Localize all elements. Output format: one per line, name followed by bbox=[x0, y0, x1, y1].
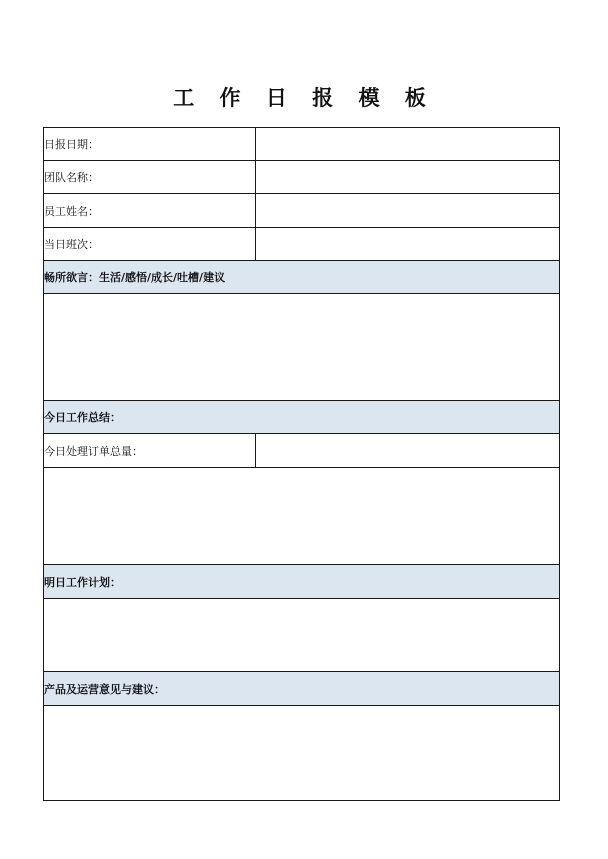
content-row-plan bbox=[44, 599, 560, 672]
field-row-team-name bbox=[44, 161, 560, 194]
summary-section-heading: 今日工作总结： bbox=[44, 401, 560, 434]
section-row-feedback bbox=[44, 672, 560, 706]
section-row-plan bbox=[44, 565, 560, 599]
summary-content-area[interactable] bbox=[44, 468, 560, 565]
report-date-label: 日报日期： bbox=[44, 128, 256, 161]
employee-name-label: 员工姓名： bbox=[44, 194, 256, 228]
content-row-feedback bbox=[44, 706, 560, 801]
feedback-section-heading: 产品及运营意见与建议： bbox=[44, 672, 560, 706]
field-row-shift bbox=[44, 228, 560, 261]
section-row-summary bbox=[44, 401, 560, 434]
orders-total-label: 今日处理订单总量： bbox=[44, 434, 256, 468]
team-name-label: 团队名称： bbox=[44, 161, 256, 194]
feelings-content-area[interactable] bbox=[44, 294, 560, 401]
feelings-section-heading: 畅所欲言：生活/感悟/成长/吐槽/建议 bbox=[44, 261, 560, 294]
employee-name-input-cell[interactable] bbox=[256, 194, 560, 228]
daily-report-form bbox=[43, 127, 560, 801]
section-row-feelings bbox=[44, 261, 560, 294]
field-row-employee-name bbox=[44, 194, 560, 228]
plan-section-heading: 明日工作计划： bbox=[44, 565, 560, 599]
page-title: 工 作 日 报 模 板 bbox=[173, 86, 435, 110]
plan-content-area[interactable] bbox=[44, 599, 560, 672]
field-row-report-date bbox=[44, 128, 560, 161]
shift-label: 当日班次： bbox=[44, 228, 256, 261]
content-row-summary bbox=[44, 468, 560, 565]
team-name-input-cell[interactable] bbox=[256, 161, 560, 194]
field-row-orders-total bbox=[44, 434, 560, 468]
report-date-input-cell[interactable] bbox=[256, 128, 560, 161]
content-row-feelings bbox=[44, 294, 560, 401]
orders-total-input-cell[interactable] bbox=[256, 434, 560, 468]
feedback-content-area[interactable] bbox=[44, 706, 560, 801]
shift-input-cell[interactable] bbox=[256, 228, 560, 261]
